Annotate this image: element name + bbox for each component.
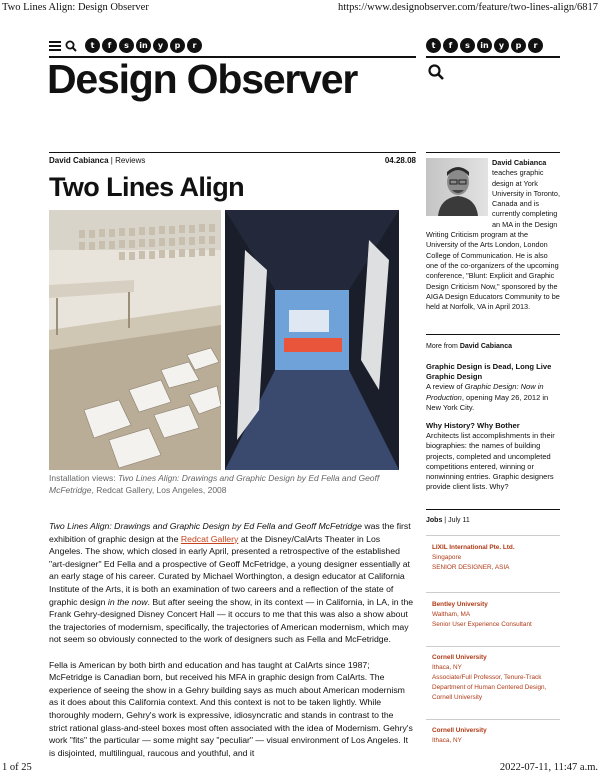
bio-divider bbox=[426, 152, 560, 153]
job-company[interactable]: Cornell University bbox=[432, 727, 487, 734]
section-link[interactable]: Reviews bbox=[115, 156, 146, 165]
menu-icon[interactable] bbox=[49, 41, 61, 51]
desc-b: , opening May 26, 2012 in New York City. bbox=[426, 392, 549, 412]
jobs-separator: | bbox=[442, 517, 449, 524]
site-logo[interactable]: Design Observer bbox=[47, 56, 358, 102]
p1-text-c: . But after seeing the show, in its context — in California, in LA, in the Frank Gehry-designed Disney Concert Hall — it occurs to me that this was also a show about the trajectories of modernism, specifically, the trajectories of American modernism, which may not seem so obviously connected to the work of designers such as Fella and McFetridge. bbox=[49, 596, 414, 645]
print-page-count: 1 of 25 bbox=[2, 762, 32, 773]
rss-icon[interactable]: r bbox=[187, 38, 202, 53]
job-divider bbox=[426, 719, 560, 720]
desc-a: A review of bbox=[426, 382, 465, 392]
caption-prefix: Installation views: bbox=[49, 473, 118, 483]
paragraph-1 bbox=[49, 520, 414, 646]
meta-separator: | bbox=[108, 156, 116, 165]
job-company[interactable]: Bentley University bbox=[432, 601, 488, 608]
print-header bbox=[2, 2, 598, 14]
article-photo bbox=[49, 210, 399, 470]
top-nav-right bbox=[426, 38, 543, 53]
job-company[interactable]: Cornell University bbox=[432, 654, 487, 661]
print-url: https://www.designobserver.com/feature/two-lines-align/6817 bbox=[337, 2, 598, 13]
job-company[interactable]: LIXIL International Pte. Ltd. bbox=[432, 544, 515, 551]
jobs-date: July 11 bbox=[448, 517, 470, 524]
print-datetime: 2022-07-11, 11:47 a.m. bbox=[499, 762, 598, 773]
header-divider-right bbox=[426, 56, 560, 58]
job-location: Ithaca, NY bbox=[432, 664, 462, 671]
pinterest-icon[interactable]: p bbox=[170, 38, 185, 53]
caption-suffix: , Redcat Gallery, Los Angeles, 2008 bbox=[91, 485, 227, 495]
more-divider bbox=[426, 334, 560, 335]
p1-text-b: at the Disney/CalArts Theater in Los Angeles. The show, which closed in early April, presented a retrospective of the established "art-designer" Ed Fella and a prospective of Geoff McFetridge, a young designer essentially at an early stage of his career. Curated by Michael Worthington, a design educator at California Institute of the Arts, it is both an examination of two careers and a reflection of the state of graphic design bbox=[49, 533, 410, 607]
bio-text: teaches graphic design at York University in Toronto, Canada and is currently completing an MA in the Design Writing Criticism program at the University of the Arts London, London College of Communication. He is also one of the co-organizers of the upcoming conference, "Blunt: Explicit and Graphic Design Criticism Now," sponsored by the AIGA Design Educators Community to be held at Norfolk, VA in April 2013. bbox=[426, 168, 560, 312]
jobs-divider bbox=[426, 509, 560, 510]
more-item-title[interactable]: Why History? Why Bother bbox=[426, 421, 520, 430]
job-divider bbox=[426, 646, 560, 647]
p1-text-a: was the first exhibition of graphic design at the bbox=[49, 521, 411, 544]
caption-italic: Two Lines Align: Drawings and Graphic Design by Ed Fella and Geoff McFetridge bbox=[49, 473, 380, 495]
youtube-icon[interactable]: y bbox=[494, 38, 509, 53]
article-date: 04.28.08 bbox=[384, 156, 416, 165]
youtube-icon[interactable]: y bbox=[153, 38, 168, 53]
stumbleupon-icon[interactable]: s bbox=[119, 38, 134, 53]
photo-caption bbox=[49, 472, 399, 496]
rss-icon[interactable]: r bbox=[528, 38, 543, 53]
twitter-icon[interactable]: t bbox=[426, 38, 441, 53]
job-listing[interactable] bbox=[432, 600, 560, 630]
top-nav bbox=[49, 38, 202, 53]
stumbleupon-icon[interactable]: s bbox=[460, 38, 475, 53]
jobs-header bbox=[426, 517, 470, 524]
pinterest-icon[interactable]: p bbox=[511, 38, 526, 53]
more-item bbox=[426, 362, 560, 413]
job-role: Senior User Experience Consultant bbox=[432, 621, 532, 628]
search-icon[interactable] bbox=[65, 40, 77, 52]
more-item-desc bbox=[426, 382, 560, 413]
job-listing[interactable] bbox=[432, 543, 560, 573]
article-body bbox=[49, 520, 414, 772]
job-listing[interactable] bbox=[432, 653, 560, 703]
twitter-icon[interactable]: t bbox=[85, 38, 100, 53]
job-role: SENIOR DESIGNER, ASIA bbox=[432, 564, 510, 571]
job-location: Waltham, MA bbox=[432, 611, 471, 618]
article-title: Two Lines Align bbox=[49, 172, 244, 202]
facebook-icon[interactable]: f bbox=[102, 38, 117, 53]
more-from-prefix: More from bbox=[426, 343, 460, 350]
job-role: Associate/Full Professor, Tenure-Track Department of Human Centered Design, Cornell University bbox=[432, 674, 547, 701]
paragraph-2: Fella is American by both birth and education and has taught at CalArts since 1987; McFetridge is Canadian born, but received his MFA in graphic design from CalArts. The experience of seeing the show in a Gehry building says as much about American modernism as it does about this California context. And this context is not to be taken lightly. While thoroughly modern, Gehry's work is expressive, idiosyncratic and stands in contrast to the strict rational glass-and-steel boxes most often associated with the idea of Modernism. Gehry's work "fits" the particular — some might say "peculiar" — visual environment of Los Angeles. It is disjointed, multilingual, raucous and youthful, and it bbox=[49, 659, 413, 758]
more-item-title[interactable]: Graphic Design is Dead, Long Live Graphic Design bbox=[426, 362, 552, 382]
redcat-gallery-link[interactable]: Redcat Gallery bbox=[180, 533, 239, 544]
job-divider bbox=[426, 535, 560, 536]
linkedin-icon[interactable]: in bbox=[136, 38, 151, 53]
more-from-author[interactable]: David Cabianca bbox=[459, 343, 512, 350]
jobs-label[interactable]: Jobs bbox=[426, 517, 443, 524]
job-listing[interactable] bbox=[432, 726, 560, 746]
desc-italic: Graphic Design: Now in Production bbox=[426, 382, 544, 402]
p1-italic-2: in the now bbox=[107, 596, 148, 607]
article-meta bbox=[49, 156, 416, 165]
print-page-title: Two Lines Align: Design Observer bbox=[2, 2, 149, 13]
meta-divider bbox=[49, 152, 416, 153]
more-item bbox=[426, 421, 560, 492]
job-location: Ithaca, NY bbox=[432, 737, 462, 744]
more-from-header bbox=[426, 343, 512, 350]
search-icon[interactable] bbox=[428, 64, 444, 85]
facebook-icon[interactable]: f bbox=[443, 38, 458, 53]
print-footer bbox=[2, 762, 598, 774]
linkedin-icon[interactable]: in bbox=[477, 38, 492, 53]
job-location: Singapore bbox=[432, 554, 462, 561]
avatar bbox=[426, 158, 492, 222]
author-link[interactable]: David Cabianca bbox=[49, 156, 109, 165]
bio-name[interactable]: David Cabianca bbox=[492, 158, 547, 167]
more-item-desc: Architects list accomplishments in their biographies: the names of building projects, completed and uncompleted competitions entered, winning or nonwinning entries. Graphic designers provide client lists. Why? bbox=[426, 431, 555, 492]
social-links bbox=[85, 38, 202, 53]
author-bio bbox=[426, 158, 560, 312]
p1-italic: Two Lines Align: Drawings and Graphic Design by Ed Fella and Geoff McFetridge bbox=[49, 521, 362, 531]
job-divider bbox=[426, 592, 560, 593]
